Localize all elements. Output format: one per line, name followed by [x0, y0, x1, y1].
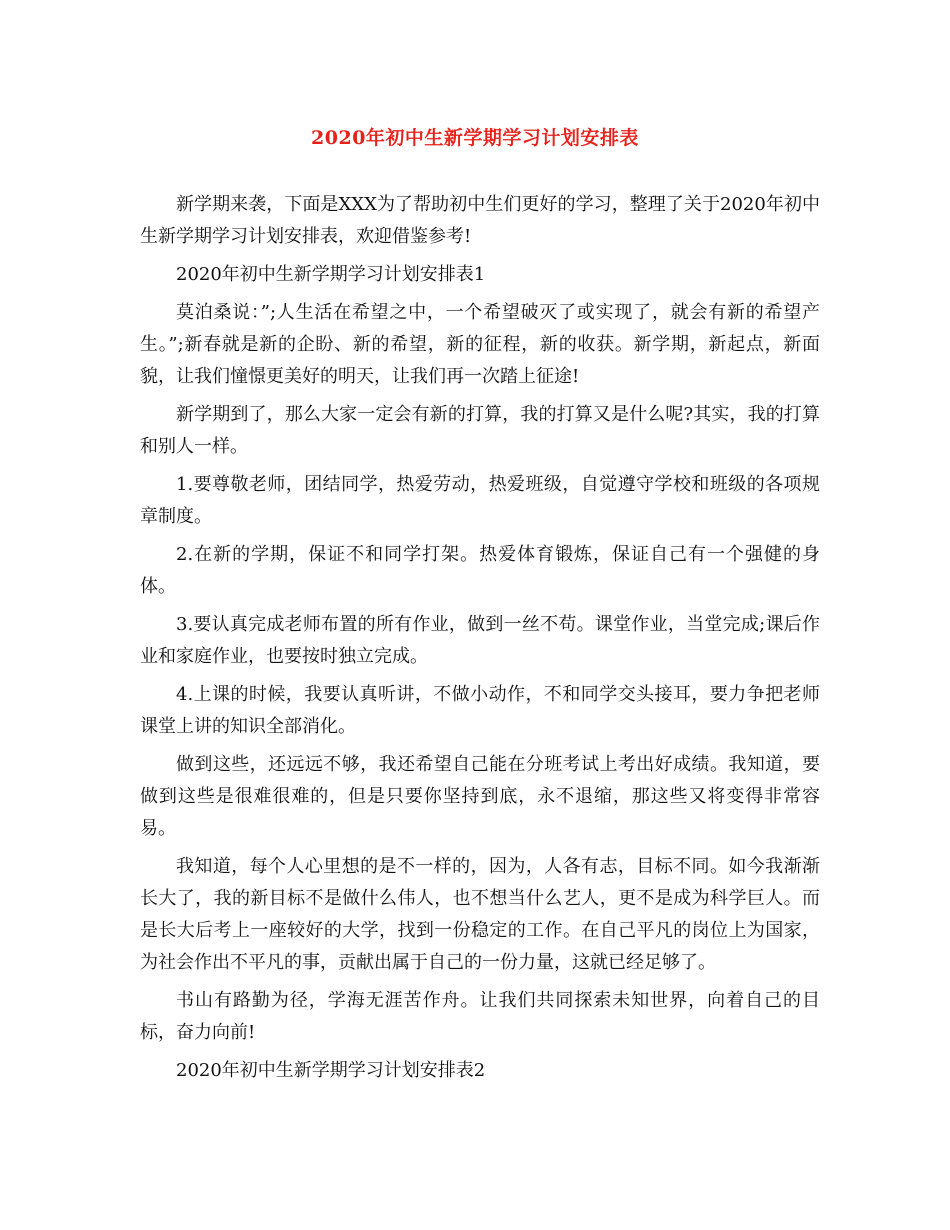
- list-item-4: 4.上课的时候，我要认真听讲，不做小动作，不和同学交头接耳，要力争把老师课堂上讲的知识全部消化。: [140, 684, 820, 737]
- paragraph-intro: 新学期来袭，下面是XXX为了帮助初中生们更好的学习，整理了关于2020年初中生新学期学习计划安排表，欢迎借鉴参考!: [140, 194, 820, 247]
- paragraph-plan-intro: 新学期到了，那么大家一定会有新的打算，我的打算又是什么呢?其实，我的打算和别人一样。: [140, 404, 820, 457]
- list-item-2: 2.在新的学期，保证不和同学打架。热爱体育锻炼，保证自己有一个强健的身体。: [140, 544, 820, 597]
- paragraph-quote: 莫泊桑说：”;人生活在希望之中，一个希望破灭了或实现了，就会有新的希望产生。”;新春就是新的企盼、新的希望，新的征程，新的收获。新学期，新起点，新面貌，让我们憧憬更美好的明天，让我们再一次踏上征途!: [140, 302, 820, 387]
- paragraph-goals: 做到这些，还远远不够，我还希望自己能在分班考试上考出好成绩。我知道，要做到这些是很难很难的，但是只要你坚持到底，永不退缩，那这些又将变得非常容易。: [140, 754, 820, 839]
- section-heading-2: 2020年初中生新学期学习计划安排表2: [176, 1060, 486, 1081]
- list-item-1: 1.要尊敬老师，团结同学，热爱劳动，热爱班级，自觉遵守学校和班级的各项规章制度。: [140, 474, 820, 527]
- paragraph-ambition: 我知道，每个人心里想的是不一样的，因为，人各有志，目标不同。如今我渐渐长大了，我的新目标不是做什么伟人，也不想当什么艺人，更不是成为科学巨人。而是长大后考上一座较好的大学，找到一份稳定的工作。在自己平凡的岗位上为国家，为社会作出不平凡的事，贡献出属于自己的一份力量，这就已经足够了。: [140, 856, 820, 973]
- paragraph-closing: 书山有路勤为径，学海无涯苦作舟。让我们共同探索未知世界，向着自己的目标，奋力向前!: [140, 990, 820, 1043]
- document-body: [140, 189, 820, 1093]
- section-heading-1: 2020年初中生新学期学习计划安排表1: [176, 264, 486, 285]
- list-item-3: 3.要认真完成老师布置的所有作业，做到一丝不苟。课堂作业，当堂完成;课后作业和家庭作业，也要按时独立完成。: [140, 614, 820, 667]
- document-title: 2020年初中生新学期学习计划安排表: [311, 127, 639, 149]
